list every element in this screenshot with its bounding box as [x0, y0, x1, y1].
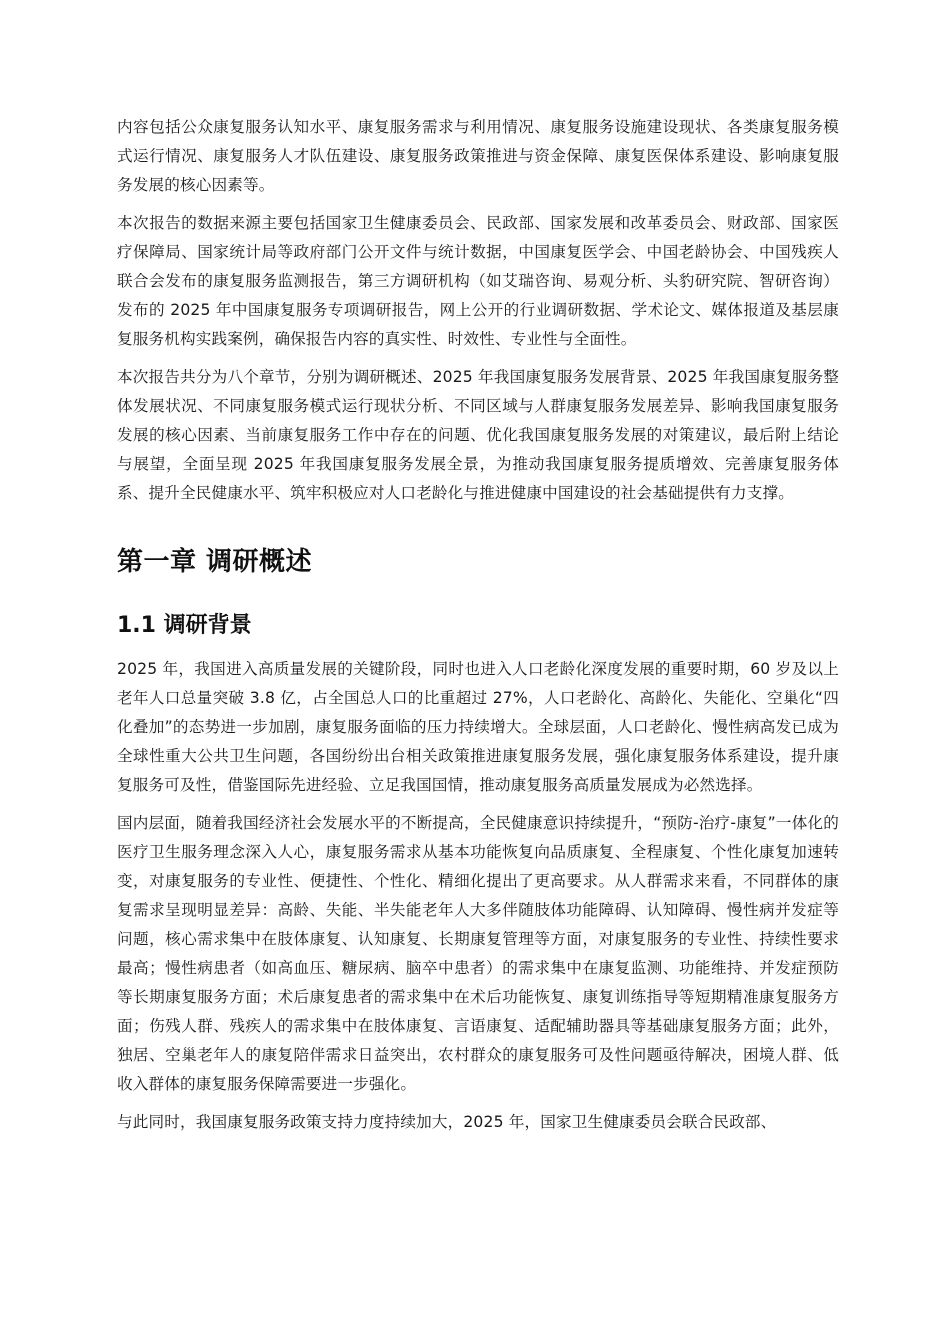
section-paragraph-3: 与此同时，我国康复服务政策支持力度持续加大，2025 年，国家卫生健康委员会联合民政部、 [117, 1113, 777, 1131]
intro-paragraph-2: 本次报告的数据来源主要包括国家卫生健康委员会、民政部、国家发展和改革委员会、财政部、国家医疗保障局、国家统计局等政府部门公开文件与统计数据，中国康复医学会、中国老龄协会、中国残疾人联合会发布的康复服务监测报告，第三方调研机构（如艾瑞咨询、易观分析、头豹研究院、智研咨询）发布的 2025 年中国康复服务专项调研报告，网上公开的行业调研数据、学术论文、媒体报道及基层康复服务机构实践案例，确保报告内容的真实性、时效性、专业性与全面性。 [117, 214, 839, 348]
section-paragraph-1: 2025 年，我国进入高质量发展的关键阶段，同时也进入人口老龄化深度发展的重要时期，60 岁及以上老年人口总量突破 3.8 亿，占全国总人口的比重超过 27%，人口老龄化、高龄化、失能化、空巢化“四化叠加”的态势进一步加剧，康复服务面临的压力持续增大。全球层面，人口老龄化、慢性病高发已成为全球性重大公共卫生问题，各国纷纷出台相关政策推进康复服务发展，强化康复服务体系建设，提升康复服务可及性，借鉴国际先进经验、立足我国国情，推动康复服务高质量发展成为必然选择。 [117, 660, 839, 794]
document-page [117, 113, 839, 1146]
section-paragraph-2: 国内层面，随着我国经济社会发展水平的不断提高，全民健康意识持续提升，“预防-治疗-康复”一体化的医疗卫生服务理念深入人心，康复服务需求从基本功能恢复向品质康复、全程康复、个性化康复加速转变，对康复服务的专业性、便捷性、个性化、精细化提出了更高要求。从人群需求来看，不同群体的康复需求呈现明显差异：高龄、失能、半失能老年人大多伴随肢体功能障碍、认知障碍、慢性病并发症等问题，核心需求集中在肢体康复、认知康复、长期康复管理等方面，对康复服务的专业性、持续性要求最高；慢性病患者（如高血压、糖尿病、脑卒中患者）的需求集中在康复监测、功能维持、并发症预防等长期康复服务方面；术后康复患者的需求集中在术后功能恢复、康复训练指导等短期精准康复服务方面；伤残人群、残疾人的需求集中在肢体康复、言语康复、适配辅助器具等基础康复服务方面；此外，独居、空巢老年人的康复陪伴需求日益突出，农村群众的康复服务可及性问题亟待解决，困境人群、低收入群体的康复服务保障需要进一步强化。 [117, 814, 839, 1093]
section-title: 1.1 调研背景 [117, 613, 252, 638]
intro-paragraph-1: 内容包括公众康复服务认知水平、康复服务需求与利用情况、康复服务设施建设现状、各类康复服务模式运行情况、康复服务人才队伍建设、康复服务政策推进与资金保障、康复医保体系建设、影响康复服务发展的核心因素等。 [117, 118, 839, 194]
chapter-title: 第一章 调研概述 [117, 547, 313, 577]
intro-paragraph-3: 本次报告共分为八个章节，分别为调研概述、2025 年我国康复服务发展背景、2025 年我国康复服务整体发展状况、不同康复服务模式运行现状分析、不同区域与人群康复服务发展差异、影响我国康复服务发展的核心因素、当前康复服务工作中存在的问题、优化我国康复服务发展的对策建议，最后附上结论与展望，全面呈现 2025 年我国康复服务发展全景，为推动我国康复服务提质增效、完善康复服务体系、提升全民健康水平、筑牢积极应对人口老龄化与推进健康中国建设的社会基础提供有力支撑。 [117, 368, 839, 502]
